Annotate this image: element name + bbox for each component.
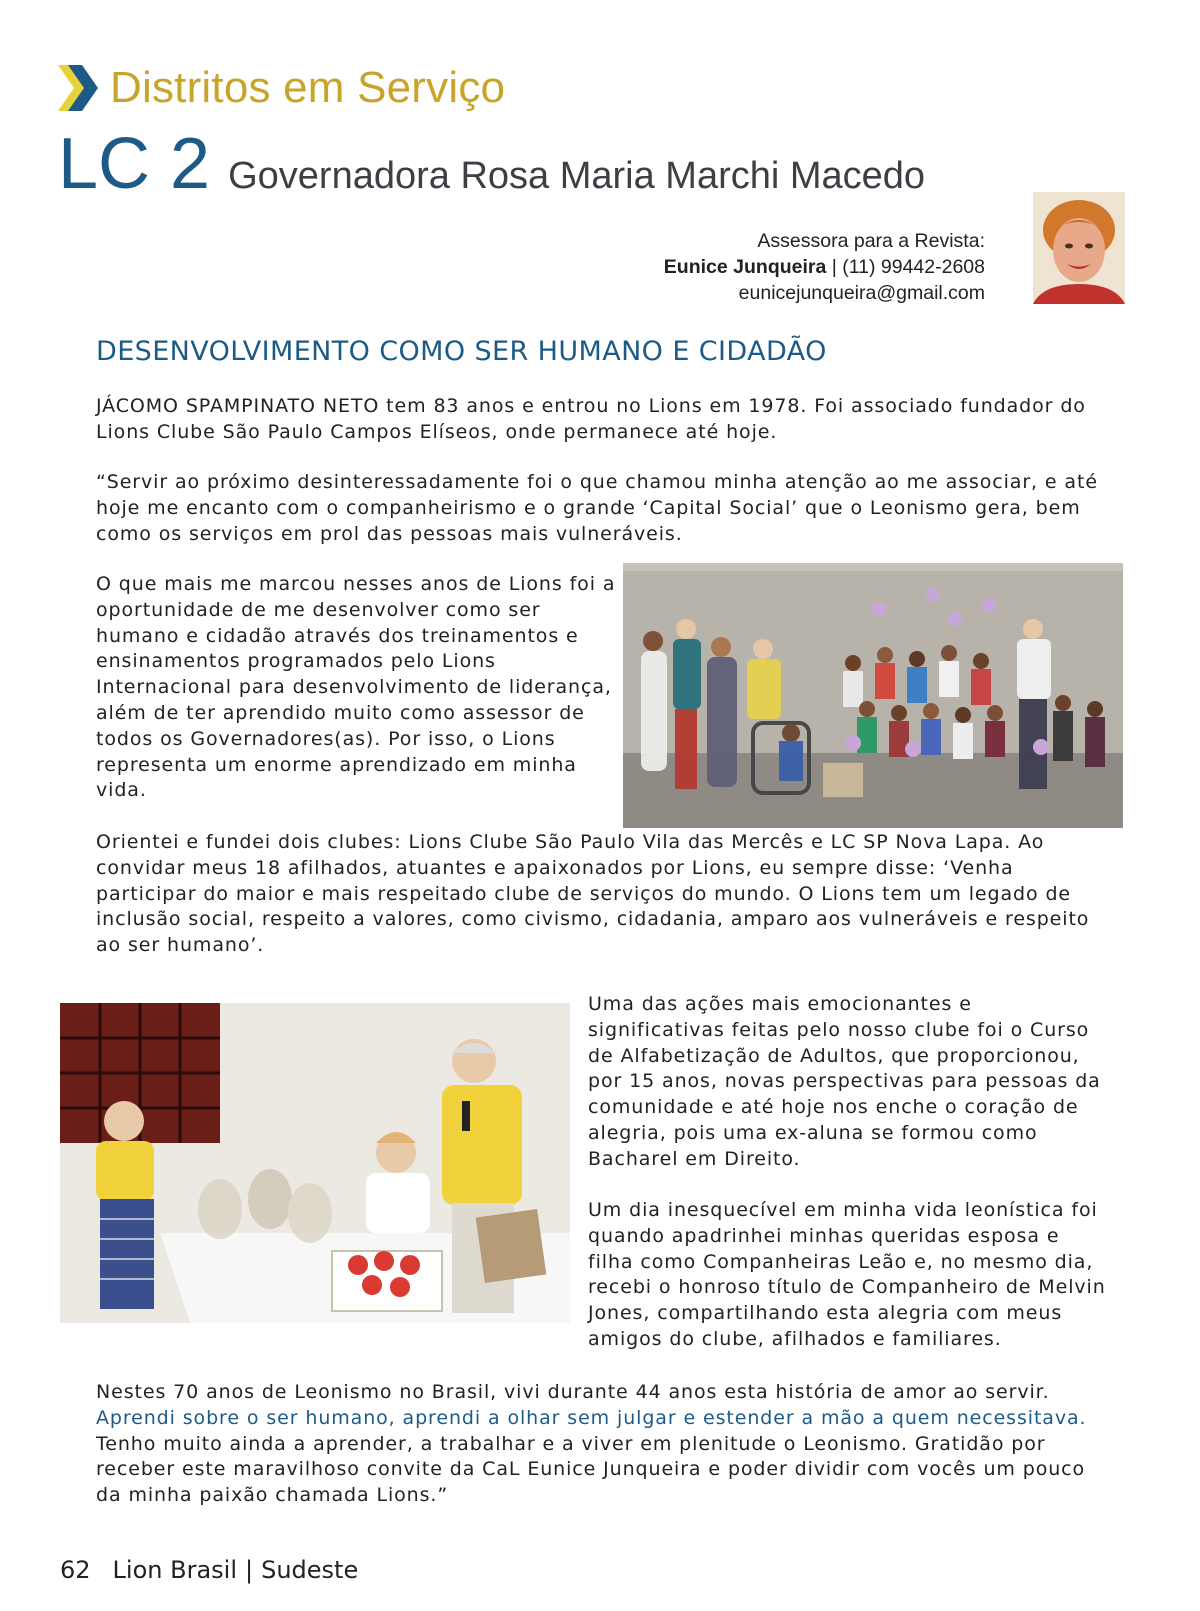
advisor-name: Eunice Junqueira — [663, 256, 827, 278]
paragraph-literacy-course: Uma das ações mais emocionantes e significativas feitas pelo nosso clube foi o Curso de Alfabetização de Adultos, que proporcionou, por 15 anos, novas perspectivas para pessoas da comunidade e até hoje nos enche o coração de alegria, pois uma ex-aluna se formou como Bacharel em Direito. — [588, 993, 1101, 1170]
closing-highlight: Aprendi sobre o ser humano, aprendi a olhar sem julgar e estender a mão a quem necessitava. — [96, 1406, 1087, 1429]
governor-name: Governadora Rosa Maria Marchi Macedo — [228, 155, 926, 197]
closing-sentence-3: Tenho muito ainda a aprender, a trabalhar e a viver em plenitude o Leonismo. Gratidão por receber este maravilhoso convite da CaL Eunice Junqueira e poder dividir com vocês um pouco da minha paixão chamada Lions.” — [96, 1432, 1086, 1507]
magazine-region: Sudeste — [261, 1556, 359, 1584]
page-number: 62 — [60, 1556, 91, 1584]
paragraph-development: O que mais me marcou nesses anos de Lions foi a oportunidade de me desenvolver como ser humano e cidadão através dos treinamentos e ensinamentos programados pelo Lions Internacional para desenvolvimento de liderança, além de ter aprendido muito como assessor de todos os Governadores(as). Por isso, o Lions representa um enorme aprendizado em minha vida. — [96, 573, 616, 802]
district-line — [58, 124, 926, 204]
advisor-portrait — [1033, 192, 1125, 304]
magazine-name: Lion Brasil — [112, 1556, 237, 1584]
district-code: LC 2 — [58, 124, 211, 204]
chevron-right-icon — [58, 65, 102, 111]
section-title: Distritos em Serviço — [110, 63, 506, 112]
section-header — [58, 58, 505, 118]
paragraph-unforgettable-day: Um dia inesquecível em minha vida leonística foi quando apadrinhei minhas queridas esposa e filha como Companheiras Leão e, no mesmo dia, recebi o honroso título de Companheiro de Melvin Jones, compartilhando esta alegria com meus amigos do clube, afilhados e familiares. — [588, 1199, 1106, 1350]
page-footer — [60, 1556, 358, 1584]
advisor-contact-line — [664, 254, 985, 280]
advisor-role: Assessora para a Revista: — [757, 230, 985, 252]
paragraph-intro: JÁCOMO SPAMPINATO NETO tem 83 anos e entrou no Lions em 1978. Foi associado fundador do Lions Clube São Paulo Campos Elíseos, onde permanece até hoje. — [96, 395, 1086, 443]
advisor-phone: | (11) 99442-2608 — [826, 256, 985, 278]
photo-club-event — [60, 1003, 570, 1323]
paragraph-quote-start: “Servir ao próximo desinteressadamente foi o que chamou minha atenção ao me associar, e até hoje me encanto com o companheirismo e o grande ‘Capital Social’ que o Leonismo gera, bem como os serviços em prol das pessoas mais vulneráveis. — [96, 471, 1098, 545]
advisor-email[interactable]: eunicejunqueira@gmail.com — [738, 282, 985, 304]
paragraph-clubs-founded-text: Orientei e fundei dois clubes: Lions Clube São Paulo Vila das Mercês e LC SP Nova Lapa. Ao convidar meus 18 afilhados, atuantes e apaixonados por Lions, eu sempre disse: ‘Venha participar do maior e mais respeitado clube de serviços do mundo. O Lions tem um legado de inclusão social, respeito a valores, como civismo, cidadania, amparo aos vulneráveis e respeito ao ser humano’. — [96, 831, 1090, 957]
advisor-info — [664, 228, 985, 306]
closing-sentence-1: Nestes 70 anos de Leonismo no Brasil, vivi durante 44 anos esta história de amor ao servir. — [96, 1381, 1050, 1403]
photo-group-children — [623, 563, 1123, 828]
paragraph-closing — [96, 1380, 1106, 1509]
footer-separator: | — [245, 1556, 254, 1584]
paragraph-clubs-founded — [96, 830, 1106, 959]
article-headline: DESENVOLVIMENTO COMO SER HUMANO E CIDADÃO — [96, 336, 827, 367]
